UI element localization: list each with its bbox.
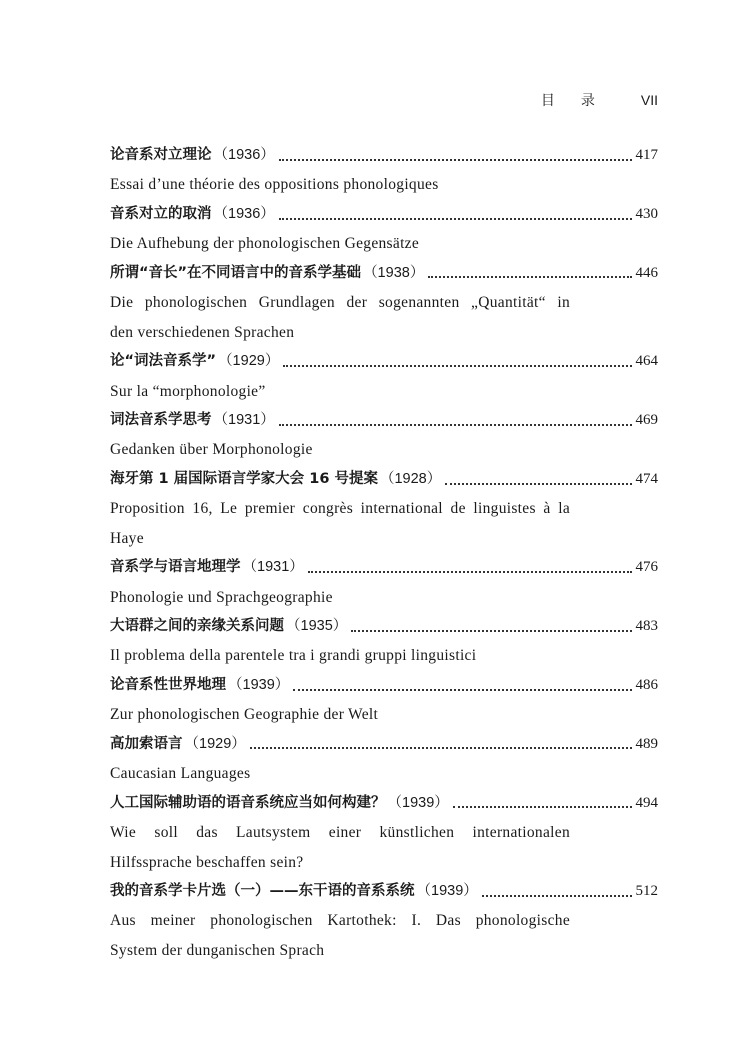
dot-leader [351, 630, 631, 632]
entry-page: 489 [635, 735, 658, 752]
dot-leader [482, 895, 632, 897]
entry-page: 464 [635, 353, 658, 370]
toc-entry-title[interactable] [110, 553, 658, 582]
toc-entry-title[interactable] [110, 877, 658, 906]
entry-page: 512 [635, 882, 658, 899]
toc-entry-title[interactable] [110, 465, 658, 494]
toc-entry-title[interactable] [110, 671, 658, 700]
entry-title-cn: 所谓“音长”在不同语言中的音系学基础 [110, 264, 362, 281]
toc-entry-title[interactable] [110, 347, 658, 376]
entry-title-original: Phonologie und Sprachgeographie [110, 588, 333, 606]
entry-page: 446 [635, 264, 658, 281]
dot-leader [283, 365, 631, 367]
entry-page: 417 [635, 147, 658, 163]
entry-title-original-continued: System der dunganischen Sprach [110, 941, 325, 959]
toc-entry-title[interactable] [110, 789, 658, 818]
entry-title-cn: 人工国际辅助语的语音系统应当如何构建？ [110, 794, 386, 811]
entry-title-original: Zur phonologischen Geographie der Welt [110, 706, 379, 724]
toc-entry-title[interactable] [110, 200, 658, 229]
entry-page: 469 [635, 411, 658, 428]
entry-title-cn: 论“词法音系学” [110, 353, 217, 370]
running-header [541, 90, 658, 110]
entry-title-original: Il problema della parentele tra i grandi gruppi linguistici [110, 647, 477, 665]
dot-leader [308, 571, 632, 573]
table-of-contents [110, 141, 658, 965]
entry-title-cn: 音系对立的取消 [110, 205, 212, 222]
entry-title-original: Die Aufhebung der phonologischen Gegensätze [110, 235, 420, 253]
dot-leader [453, 806, 632, 808]
entry-year: （1929） [184, 735, 246, 752]
entry-page: 476 [635, 559, 658, 576]
entry-title-original: Caucasian Languages [110, 765, 251, 783]
entry-year: （1935） [286, 618, 348, 634]
header-page-number: VII [640, 92, 658, 108]
entry-page: 486 [635, 676, 658, 693]
entry-title-cn: 论音系对立理论 [110, 147, 212, 163]
entry-title-cn: 论音系性世界地理 [110, 676, 226, 693]
dot-leader [250, 747, 632, 749]
entry-year: （1936） [213, 147, 275, 163]
entry-title-cn: 音系学与语言地理学 [110, 559, 241, 576]
entry-title-original: Wie soll das Lautsystem einer künstlichen internationalen [110, 824, 570, 842]
entry-title-cn: 海牙第 1 届国际语言学家大会 16 号提案 [110, 470, 378, 487]
entry-page: 474 [635, 470, 658, 487]
entry-year: （1939） [416, 882, 478, 899]
entry-title-original: Essai d’une théorie des oppositions phonologiques [110, 176, 439, 194]
dot-leader [293, 689, 631, 691]
entry-page: 430 [635, 205, 658, 222]
entry-year: （1928） [379, 470, 442, 487]
entry-title-cn: 高加索语言 [110, 735, 183, 752]
entry-year: （1939） [387, 794, 449, 811]
entry-title-cn: 大语群之间的亲缘关系问题 [110, 618, 284, 634]
toc-entry-title[interactable] [110, 730, 658, 759]
toc-entry-title[interactable] [110, 141, 658, 170]
entry-title-original-continued: Hilfssprache beschaffen sein? [110, 853, 304, 871]
dot-leader [279, 218, 632, 220]
entry-title-original-continued: den verschiedenen Sprachen [110, 323, 295, 341]
entry-title-original: Aus meiner phonologischen Kartothek: I. Das phonologische [110, 912, 570, 930]
toc-entry-title[interactable] [110, 406, 658, 435]
entry-page: 494 [635, 794, 658, 811]
dot-leader [279, 424, 632, 426]
entry-year: （1929） [218, 353, 280, 370]
header-label: 目录 [540, 94, 621, 109]
entry-year: （1938） [363, 264, 425, 281]
entry-title-original-continued: Haye [110, 529, 144, 547]
entry-title-original: Sur la “morphonologie” [110, 382, 266, 400]
entry-title-cn: 词法音系学思考 [110, 411, 212, 428]
dot-leader [428, 276, 631, 278]
entry-year: （1939） [228, 676, 290, 693]
entry-title-original: Die phonologischen Grundlagen der sogenannten „Quantität“ in [110, 294, 570, 312]
entry-title-original: Gedanken über Morphonologie [110, 441, 313, 459]
dot-leader [445, 483, 631, 485]
toc-entry-title[interactable] [110, 259, 658, 288]
entry-year: （1936） [213, 205, 275, 222]
entry-title-original: Proposition 16, Le premier congrès international de linguistes à la [110, 500, 570, 518]
entry-title-cn: 我的音系学卡片选（一）——东干语的音系系统 [110, 882, 415, 899]
dot-leader [279, 159, 632, 161]
entry-year: （1931） [242, 559, 304, 576]
entry-year: （1931） [213, 411, 275, 428]
toc-entry-title[interactable] [110, 612, 658, 641]
entry-page: 483 [635, 618, 658, 634]
